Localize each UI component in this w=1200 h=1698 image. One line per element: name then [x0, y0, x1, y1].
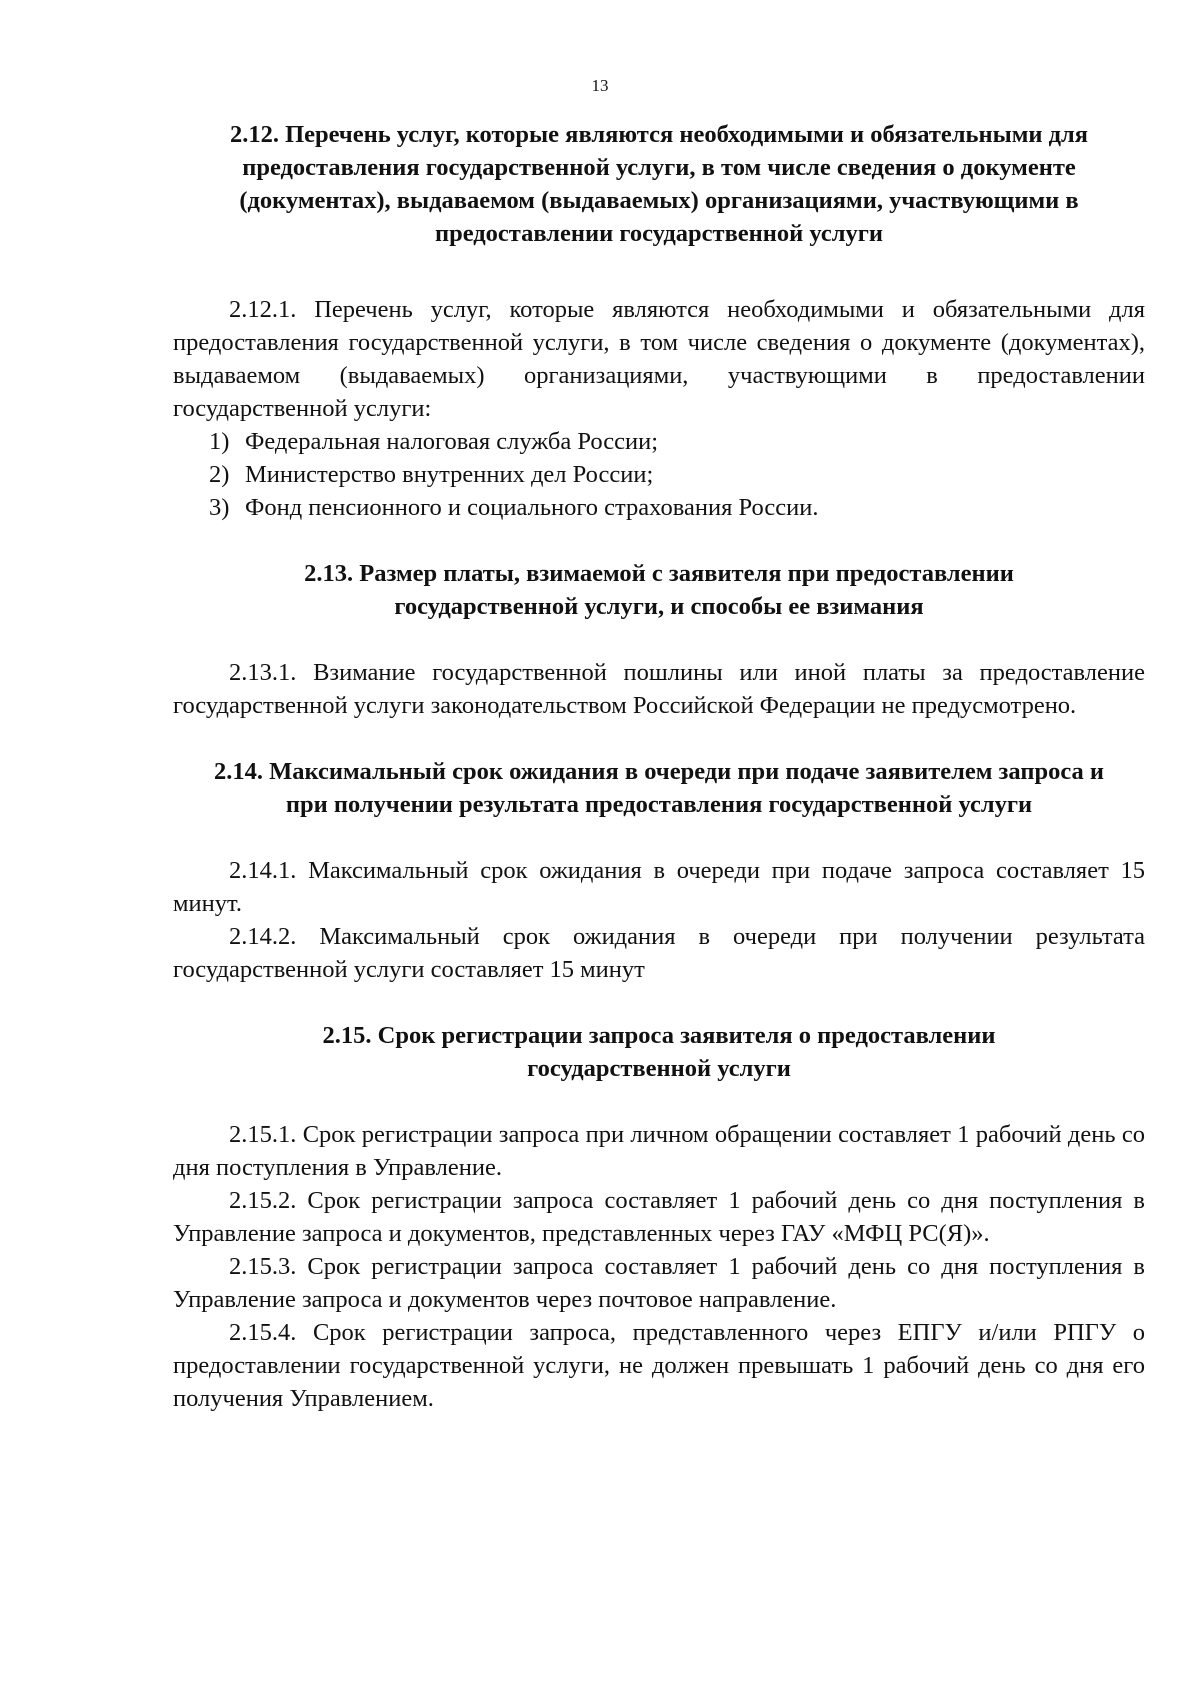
- section-2-12: [173, 118, 1145, 524]
- list-text: Фонд пенсионного и социального страхования России.: [245, 494, 819, 521]
- section-2-13: [173, 557, 1145, 722]
- paragraph: 2.12.1. Перечень услуг, которые являются необходимыми и обязательными для предоставления государственной услуги, в том числе сведения о документе (документах), выдаваемом (выдаваемых) организациями, участвующими в предоставлении государственной услуги:: [173, 296, 1145, 422]
- list-number: 3): [209, 494, 230, 521]
- paragraph: 2.15.3. Срок регистрации запроса составляет 1 рабочий день со дня поступления в Управление запроса и документов через почтовое направление.: [173, 1253, 1145, 1313]
- section-2-14: [173, 755, 1145, 986]
- list-item: [209, 458, 1145, 491]
- list-number: 2): [209, 461, 230, 488]
- paragraph: 2.15.2. Срок регистрации запроса составляет 1 рабочий день со дня поступления в Управление запроса и документов, представленных через ГАУ «МФЦ РС(Я)».: [173, 1187, 1145, 1247]
- section-heading: 2.14. Максимальный срок ожидания в очереди при подаче заявителем запроса и при получении результата предоставления государственной услуги: [213, 758, 1104, 818]
- paragraph: 2.15.4. Срок регистрации запроса, представленного через ЕПГУ и/или РПГУ о предоставлении государственной услуги, не должен превышать 1 рабочий день со дня его получения Управлением.: [173, 1319, 1145, 1412]
- section-heading: 2.12. Перечень услуг, которые являются необходимыми и обязательными для предоставления государственной услуги, в том числе сведения о документе (документах), выдаваемом (выдаваемых) организациями, участвующими в предоставлении государственной услуги: [229, 121, 1089, 247]
- paragraph: 2.14.1. Максимальный срок ожидания в очереди при подаче запроса составляет 15 минут.: [173, 857, 1145, 917]
- list-number: 1): [209, 428, 230, 455]
- list-item: [209, 425, 1145, 458]
- list-item: [209, 491, 1145, 524]
- services-list: [173, 425, 1145, 524]
- section-2-15: [173, 1019, 1145, 1415]
- paragraph: 2.14.2. Максимальный срок ожидания в очереди при получении результата государственной услуги составляет 15 минут: [173, 923, 1145, 983]
- document-body: [173, 118, 1145, 1415]
- section-heading: 2.15. Срок регистрации запроса заявителя о предоставлении государственной услуги: [322, 1022, 996, 1082]
- page-number: 13: [591, 76, 609, 95]
- paragraph: 2.15.1. Срок регистрации запроса при личном обращении составляет 1 рабочий день со дня поступления в Управление.: [173, 1121, 1145, 1181]
- list-text: Федеральная налоговая служба России;: [245, 428, 658, 455]
- list-text: Министерство внутренних дел России;: [245, 461, 654, 488]
- paragraph: 2.13.1. Взимание государственной пошлины или иной платы за предоставление государственной услуги законодательством Российской Федерации не предусмотрено.: [173, 659, 1145, 719]
- section-heading: 2.13. Размер платы, взимаемой с заявителя при предоставлении государственной услуги, и способы ее взимания: [304, 560, 1014, 620]
